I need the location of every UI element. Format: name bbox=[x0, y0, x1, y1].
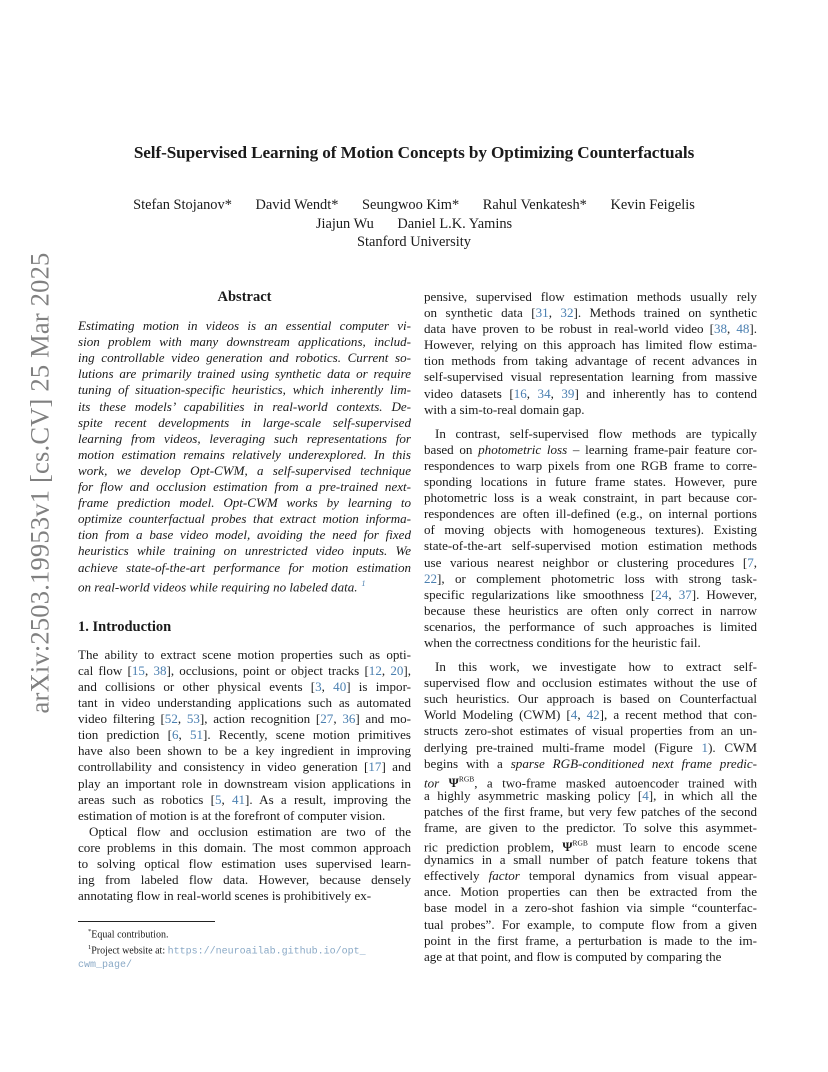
intro-paragraph-2 bbox=[78, 824, 411, 904]
footnote-text: Equal contribution. bbox=[91, 929, 169, 941]
text-run: frame, are given to the predictor. To solve this asymmet- bbox=[424, 820, 757, 835]
text-line bbox=[78, 479, 411, 495]
text-line bbox=[424, 305, 757, 321]
text-run: with a sim-to-real domain gap. bbox=[424, 401, 585, 417]
text-run: video datasets [ bbox=[424, 385, 514, 401]
citation-link[interactable]: 20 bbox=[390, 662, 404, 678]
text-run: tual probes”. For example, to compute flow from a given bbox=[424, 916, 757, 932]
text-run: The ability to extract scene motion properties such as opti- bbox=[78, 646, 411, 662]
text-run: ]. As a result, improving the bbox=[245, 791, 411, 807]
text-line bbox=[78, 663, 411, 679]
paragraph-gap bbox=[424, 651, 757, 659]
text-line bbox=[424, 949, 757, 965]
text-line bbox=[78, 888, 411, 904]
text-line bbox=[78, 399, 411, 415]
text-run: ] and bbox=[381, 759, 411, 775]
text-run: such heuristics. Our approach is based on Counterfactual bbox=[424, 691, 757, 707]
text-run: sion problem with many downstream applications, includ- bbox=[78, 334, 411, 350]
text-line bbox=[78, 727, 411, 743]
citation-link[interactable]: 38 bbox=[713, 321, 728, 337]
citation-link[interactable]: 53 bbox=[186, 711, 200, 727]
author: Rahul Venkatesh* bbox=[482, 197, 587, 213]
text-line bbox=[424, 386, 757, 402]
text-run: , bbox=[753, 554, 757, 570]
text-run: respondences are often ill-defined (e.g., on internal portions bbox=[424, 506, 757, 522]
text-line bbox=[78, 560, 411, 576]
text-line bbox=[424, 691, 757, 707]
text-line bbox=[424, 442, 757, 458]
text-run: play an important role in downstream vision applications in bbox=[78, 775, 411, 791]
citation-link[interactable]: 51 bbox=[189, 727, 203, 743]
author: Seungwoo Kim* bbox=[362, 197, 460, 213]
text-line bbox=[424, 506, 757, 522]
text-run: , bbox=[177, 711, 187, 727]
text-line bbox=[424, 659, 757, 675]
section-heading-introduction: 1. Introduction bbox=[78, 618, 172, 635]
text-run: photometric loss is a weak constraint, in part because cor- bbox=[424, 490, 757, 506]
text-run: pensive, supervised flow estimation methods usually rely bbox=[424, 289, 757, 304]
footnotes bbox=[78, 921, 411, 972]
text-run: spite recent developments in large-scale self-supervised bbox=[78, 414, 411, 430]
text-run: In this work, we investigate how to extract self- bbox=[435, 659, 757, 675]
citation-link[interactable]: 36 bbox=[342, 711, 356, 727]
text-run: , bbox=[333, 711, 343, 727]
text-line bbox=[424, 933, 757, 949]
project-url-link[interactable]: cwm_page/ bbox=[78, 959, 133, 971]
rgb-superscript: RGB bbox=[458, 774, 475, 784]
text-line bbox=[78, 840, 411, 856]
text-run: specific regularizations like smoothness [ bbox=[424, 586, 656, 602]
text-run: ] and inherently has to contend bbox=[574, 385, 758, 401]
text-run: point in the first frame, a perturbation is made to the im- bbox=[424, 932, 757, 948]
citation-link[interactable]: 41 bbox=[231, 791, 246, 807]
text-run: areas such as robotics [ bbox=[78, 791, 215, 807]
text-run: , bbox=[381, 662, 391, 678]
author-row-1 bbox=[0, 196, 828, 215]
text-run: Estimating motion in videos is an essential computer vi- bbox=[78, 318, 411, 334]
author: Jiajun Wu bbox=[315, 215, 374, 232]
text-run: patches of the first frame, but very few patches of the second bbox=[424, 803, 757, 819]
author-row-2 bbox=[0, 215, 828, 234]
text-line bbox=[78, 695, 411, 711]
author: Daniel L.K. Yamins bbox=[397, 215, 513, 232]
text-line bbox=[424, 289, 757, 305]
author: Stefan Stojanov* bbox=[133, 197, 232, 213]
text-run: , bbox=[668, 586, 679, 602]
emphasis-text: factor bbox=[488, 868, 520, 884]
citation-link[interactable]: 5 bbox=[214, 791, 222, 807]
text-run: – learning frame-pair feature cor- bbox=[567, 441, 757, 457]
text-run: have also been shown to be a key ingredient in improving bbox=[78, 743, 411, 759]
emphasis-text: photometric loss bbox=[478, 441, 568, 457]
text-run: ] is impor- bbox=[346, 678, 411, 694]
text-line bbox=[424, 522, 757, 538]
footnote-equal-contribution bbox=[78, 926, 411, 942]
text-line bbox=[424, 884, 757, 900]
text-line bbox=[424, 723, 757, 739]
citation-link[interactable]: 38 bbox=[153, 662, 167, 678]
text-run: ], in which all the bbox=[648, 787, 757, 803]
emphasis-text: tor bbox=[424, 775, 449, 791]
text-line bbox=[78, 824, 411, 840]
citation-link[interactable]: 17 bbox=[368, 759, 382, 775]
text-line bbox=[78, 759, 411, 775]
text-run: structs zero-shot estimates of visual properties from an un- bbox=[424, 723, 757, 739]
text-run: motion estimation remains relatively underexplored. In this bbox=[78, 446, 411, 462]
intro-paragraph-1 bbox=[78, 647, 411, 824]
text-line bbox=[424, 402, 757, 418]
text-line bbox=[424, 675, 757, 691]
text-line bbox=[424, 772, 757, 791]
citation-link[interactable]: 34 bbox=[537, 385, 551, 401]
citation-link[interactable]: 37 bbox=[678, 586, 692, 602]
footnote-rule bbox=[78, 921, 215, 922]
text-line bbox=[78, 711, 411, 727]
citation-link[interactable]: 52 bbox=[164, 711, 178, 727]
text-run: supervised flow and occlusion estimates without the use of bbox=[424, 675, 757, 691]
citation-link[interactable]: 27 bbox=[320, 711, 334, 727]
text-line bbox=[424, 538, 757, 554]
text-run: However, relying on this approach has limited flow estima- bbox=[424, 337, 757, 353]
text-run: achieve state-of-the-art performance for motion estimation bbox=[78, 559, 411, 575]
text-line bbox=[424, 804, 757, 820]
text-line bbox=[78, 366, 411, 382]
citation-link[interactable]: 31 bbox=[535, 305, 549, 321]
footnote-mark: * bbox=[88, 928, 92, 935]
text-run: dynamics in a small number of patch feature tokens that bbox=[424, 852, 757, 868]
text-line bbox=[424, 490, 757, 506]
author-block bbox=[0, 196, 828, 252]
text-run: a highly asymmetric masking policy [ bbox=[424, 787, 643, 803]
text-run: In contrast, self-supervised flow methods are typically bbox=[435, 425, 757, 441]
text-run: , bbox=[178, 727, 190, 743]
text-line bbox=[424, 587, 757, 603]
citation-link[interactable]: 15 bbox=[131, 662, 145, 678]
text-run: sponding locations in future frame states. However, pure bbox=[424, 474, 757, 490]
footnote-project-website bbox=[78, 942, 411, 959]
text-line bbox=[78, 334, 411, 350]
text-run: age at that point, and flow is computed by comparing the bbox=[424, 948, 722, 964]
abstract-heading: Abstract bbox=[217, 289, 272, 305]
text-line bbox=[78, 808, 411, 824]
text-run: of moving objects with homogeneous textures). Existing bbox=[424, 522, 757, 538]
author: Kevin Feigelis bbox=[610, 197, 695, 213]
text-run: scenarios, the performance of such approaches is limited bbox=[424, 618, 757, 634]
text-line bbox=[78, 647, 411, 663]
text-line bbox=[78, 463, 411, 479]
psi-symbol: Ψ bbox=[562, 839, 573, 855]
text-line bbox=[78, 872, 411, 888]
footnote-mark: 1 bbox=[88, 943, 92, 951]
text-line bbox=[424, 619, 757, 635]
arxiv-identifier: arXiv:2503.19953v1 [cs.CV] 25 Mar 2025 bbox=[24, 252, 55, 714]
text-line bbox=[424, 369, 757, 385]
text-run: tion methods from taking advantage of recent advances in bbox=[424, 353, 757, 369]
citation-link[interactable]: 3 bbox=[315, 678, 322, 694]
text-run: ], bbox=[403, 662, 411, 678]
text-run: , bbox=[321, 678, 334, 694]
emphasis-text: sparse RGB-conditioned next frame predic- bbox=[510, 755, 757, 771]
text-line bbox=[424, 788, 757, 804]
citation-link[interactable]: 42 bbox=[586, 707, 600, 723]
text-run: controllability and consistency in video generation [ bbox=[78, 759, 369, 775]
text-run: state-of-the-art self-supervised motion estimation methods bbox=[424, 538, 757, 554]
text-run: ], action recognition [ bbox=[199, 711, 321, 727]
text-run: ric prediction problem, bbox=[424, 839, 563, 855]
text-run: tion from a base video model, avoiding the need for fixed bbox=[78, 527, 411, 543]
text-line bbox=[78, 743, 411, 759]
text-run: , bbox=[577, 707, 587, 723]
text-run: ]. bbox=[749, 321, 757, 337]
text-line bbox=[78, 447, 411, 463]
text-line bbox=[424, 917, 757, 933]
citation-link[interactable]: 6 bbox=[171, 727, 179, 743]
text-run: to solving optical flow estimation uses supervised learn- bbox=[78, 856, 411, 871]
paper-title: Self-Supervised Learning of Motion Concepts by Optimizing Counterfactuals bbox=[133, 143, 695, 162]
citation-link[interactable]: 22 bbox=[424, 570, 438, 586]
text-run: base model in a zero-shot fashion via simple “counterfac- bbox=[424, 900, 757, 916]
text-line bbox=[424, 820, 757, 836]
text-run: ]. Recently, scene motion primitives bbox=[202, 727, 412, 743]
text-run: derlying pre-trained multi-frame model (Figure bbox=[424, 739, 702, 755]
text-run: data have proven to be robust in real-world video [ bbox=[424, 321, 714, 337]
text-run: estimation of motion is at the forefront of computer vision. bbox=[78, 807, 386, 823]
text-line bbox=[78, 856, 411, 872]
text-line bbox=[424, 756, 757, 772]
text-run: ], occlusions, point or object tracks [ bbox=[166, 662, 369, 678]
text-run: , a two-frame masked autoencoder trained with bbox=[474, 775, 757, 791]
text-run: its these models’ capabilities in real-world contexts. De- bbox=[78, 398, 411, 414]
text-line bbox=[78, 792, 411, 808]
footnote-url-continuation bbox=[78, 959, 411, 973]
text-run: , bbox=[550, 385, 562, 401]
abstract-body bbox=[78, 318, 411, 592]
text-line bbox=[424, 635, 757, 651]
text-run: , bbox=[727, 321, 737, 337]
text-line bbox=[78, 679, 411, 695]
text-run: , bbox=[526, 385, 538, 401]
text-line bbox=[78, 511, 411, 527]
text-run: and collisions or other physical events [ bbox=[78, 678, 316, 694]
right-paragraph-3 bbox=[424, 659, 757, 965]
text-line bbox=[78, 543, 411, 559]
text-run: , bbox=[144, 662, 154, 678]
text-line bbox=[424, 353, 757, 369]
text-run: cal flow [ bbox=[78, 662, 132, 678]
text-run: , bbox=[221, 791, 232, 807]
text-line bbox=[424, 571, 757, 587]
paragraph-gap bbox=[424, 418, 757, 426]
text-line bbox=[424, 426, 757, 442]
text-line bbox=[78, 415, 411, 431]
citation-link[interactable]: 16 bbox=[513, 385, 527, 401]
text-run: heuristics while training on unrestricted video inputs. We bbox=[78, 543, 411, 559]
text-run: lutions are primarily trained using synthetic data or require bbox=[78, 366, 411, 382]
text-run: because these heuristics are often only correct in narrow bbox=[424, 602, 757, 618]
text-line bbox=[424, 852, 757, 868]
citation-link[interactable]: 7 bbox=[747, 554, 754, 570]
text-run: ], or complement photometric loss with strong task- bbox=[437, 570, 757, 586]
text-run: effectively bbox=[424, 868, 489, 884]
text-run: tant in video understanding applications such as automated bbox=[78, 695, 411, 711]
text-run: ]. However, bbox=[691, 586, 757, 602]
text-line bbox=[424, 868, 757, 884]
text-run: on real-world videos while requiring no labeled data. bbox=[78, 578, 358, 594]
text-run: core problems in this domain. The most common approach bbox=[78, 839, 411, 855]
text-run: use various nearest neighbor or clustering procedures [ bbox=[424, 554, 748, 570]
text-line bbox=[424, 740, 757, 756]
text-line bbox=[78, 350, 411, 366]
citation-link[interactable]: 4 bbox=[642, 787, 649, 803]
text-run: self-supervised visual representation learning from massive bbox=[424, 369, 757, 385]
text-line bbox=[424, 900, 757, 916]
affiliation: Stanford University bbox=[357, 234, 471, 251]
text-run: ]. Methods trained on synthetic bbox=[573, 305, 757, 321]
footnote-link[interactable]: 1 bbox=[361, 578, 366, 588]
text-run: begins with a bbox=[424, 755, 511, 771]
text-run: respondences to warp pixels from one RGB frame to corre- bbox=[424, 457, 757, 473]
psi-symbol: Ψ bbox=[448, 775, 459, 791]
text-line bbox=[78, 527, 411, 543]
text-run: video filtering [ bbox=[78, 711, 165, 727]
text-run: based on bbox=[424, 441, 479, 457]
text-run: temporal dynamics from visual appear- bbox=[519, 868, 757, 884]
right-column bbox=[424, 289, 757, 965]
citation-link[interactable]: 4 bbox=[570, 707, 578, 723]
text-run: learning from videos, leveraging such representations for bbox=[78, 430, 411, 446]
text-run: optimize counterfactual probes that extract motion informa- bbox=[78, 511, 411, 527]
author: David Wendt* bbox=[255, 197, 339, 213]
text-run: when the correctness conditions for the heuristic fail. bbox=[424, 634, 701, 650]
text-line bbox=[78, 495, 411, 511]
project-url-link[interactable]: https://neuroailab.github.io/opt_ bbox=[167, 946, 366, 958]
text-line bbox=[424, 321, 757, 337]
text-run: ] and mo- bbox=[355, 711, 411, 727]
arxiv-stamp bbox=[20, 252, 60, 714]
right-paragraph-1 bbox=[424, 289, 757, 418]
text-run: work, we develop Opt-CWM, a self-supervised technique bbox=[78, 462, 411, 478]
text-line bbox=[424, 836, 757, 855]
text-run: ). CWM bbox=[708, 739, 757, 755]
text-run: tuning of situation-specific heuristics, which inherently lim- bbox=[78, 382, 411, 398]
text-run: World Modeling (CWM) [ bbox=[424, 707, 571, 723]
text-run: ing controllable video generation and robotics. Current so- bbox=[78, 350, 411, 366]
text-run: on synthetic data [ bbox=[424, 305, 536, 321]
footnote-text: Project website at: bbox=[91, 945, 168, 957]
text-line bbox=[424, 474, 757, 490]
citation-link[interactable]: 39 bbox=[561, 385, 575, 401]
text-run: for flow and occlusion estimation from a pre-trained next- bbox=[78, 479, 411, 495]
citation-link[interactable]: 24 bbox=[655, 586, 669, 602]
left-column bbox=[78, 289, 411, 904]
citation-link[interactable]: 40 bbox=[333, 678, 347, 694]
text-line bbox=[424, 337, 757, 353]
right-paragraph-2 bbox=[424, 426, 757, 651]
text-run: annotating flow in real-world scenes is prohibitively ex- bbox=[78, 888, 372, 904]
text-line bbox=[424, 707, 757, 723]
text-run: tion prediction [ bbox=[78, 727, 172, 743]
text-line bbox=[78, 576, 411, 592]
text-line bbox=[78, 431, 411, 447]
text-run: , bbox=[548, 305, 561, 321]
citation-link[interactable]: 1 bbox=[701, 739, 709, 755]
text-run: ], a recent method that con- bbox=[599, 707, 757, 723]
citation-link[interactable]: 32 bbox=[560, 305, 574, 321]
citation-link[interactable]: 48 bbox=[736, 321, 750, 337]
text-line bbox=[424, 603, 757, 619]
text-line bbox=[424, 555, 757, 571]
text-run: ance. Motion properties can then be extracted from the bbox=[424, 884, 757, 900]
text-line bbox=[78, 382, 411, 398]
text-line bbox=[424, 458, 757, 474]
citation-link[interactable]: 12 bbox=[368, 662, 382, 678]
rgb-superscript: RGB bbox=[572, 839, 588, 849]
text-run: ing from labeled flow data. However, because densely bbox=[78, 872, 411, 888]
text-run: must learn to encode scene bbox=[587, 839, 757, 855]
text-line bbox=[78, 318, 411, 334]
text-run: frame prediction model. Opt-CWM works by learning to bbox=[78, 495, 411, 511]
text-line bbox=[78, 776, 411, 792]
text-run: Optical flow and occlusion estimation are two of the bbox=[89, 823, 411, 839]
